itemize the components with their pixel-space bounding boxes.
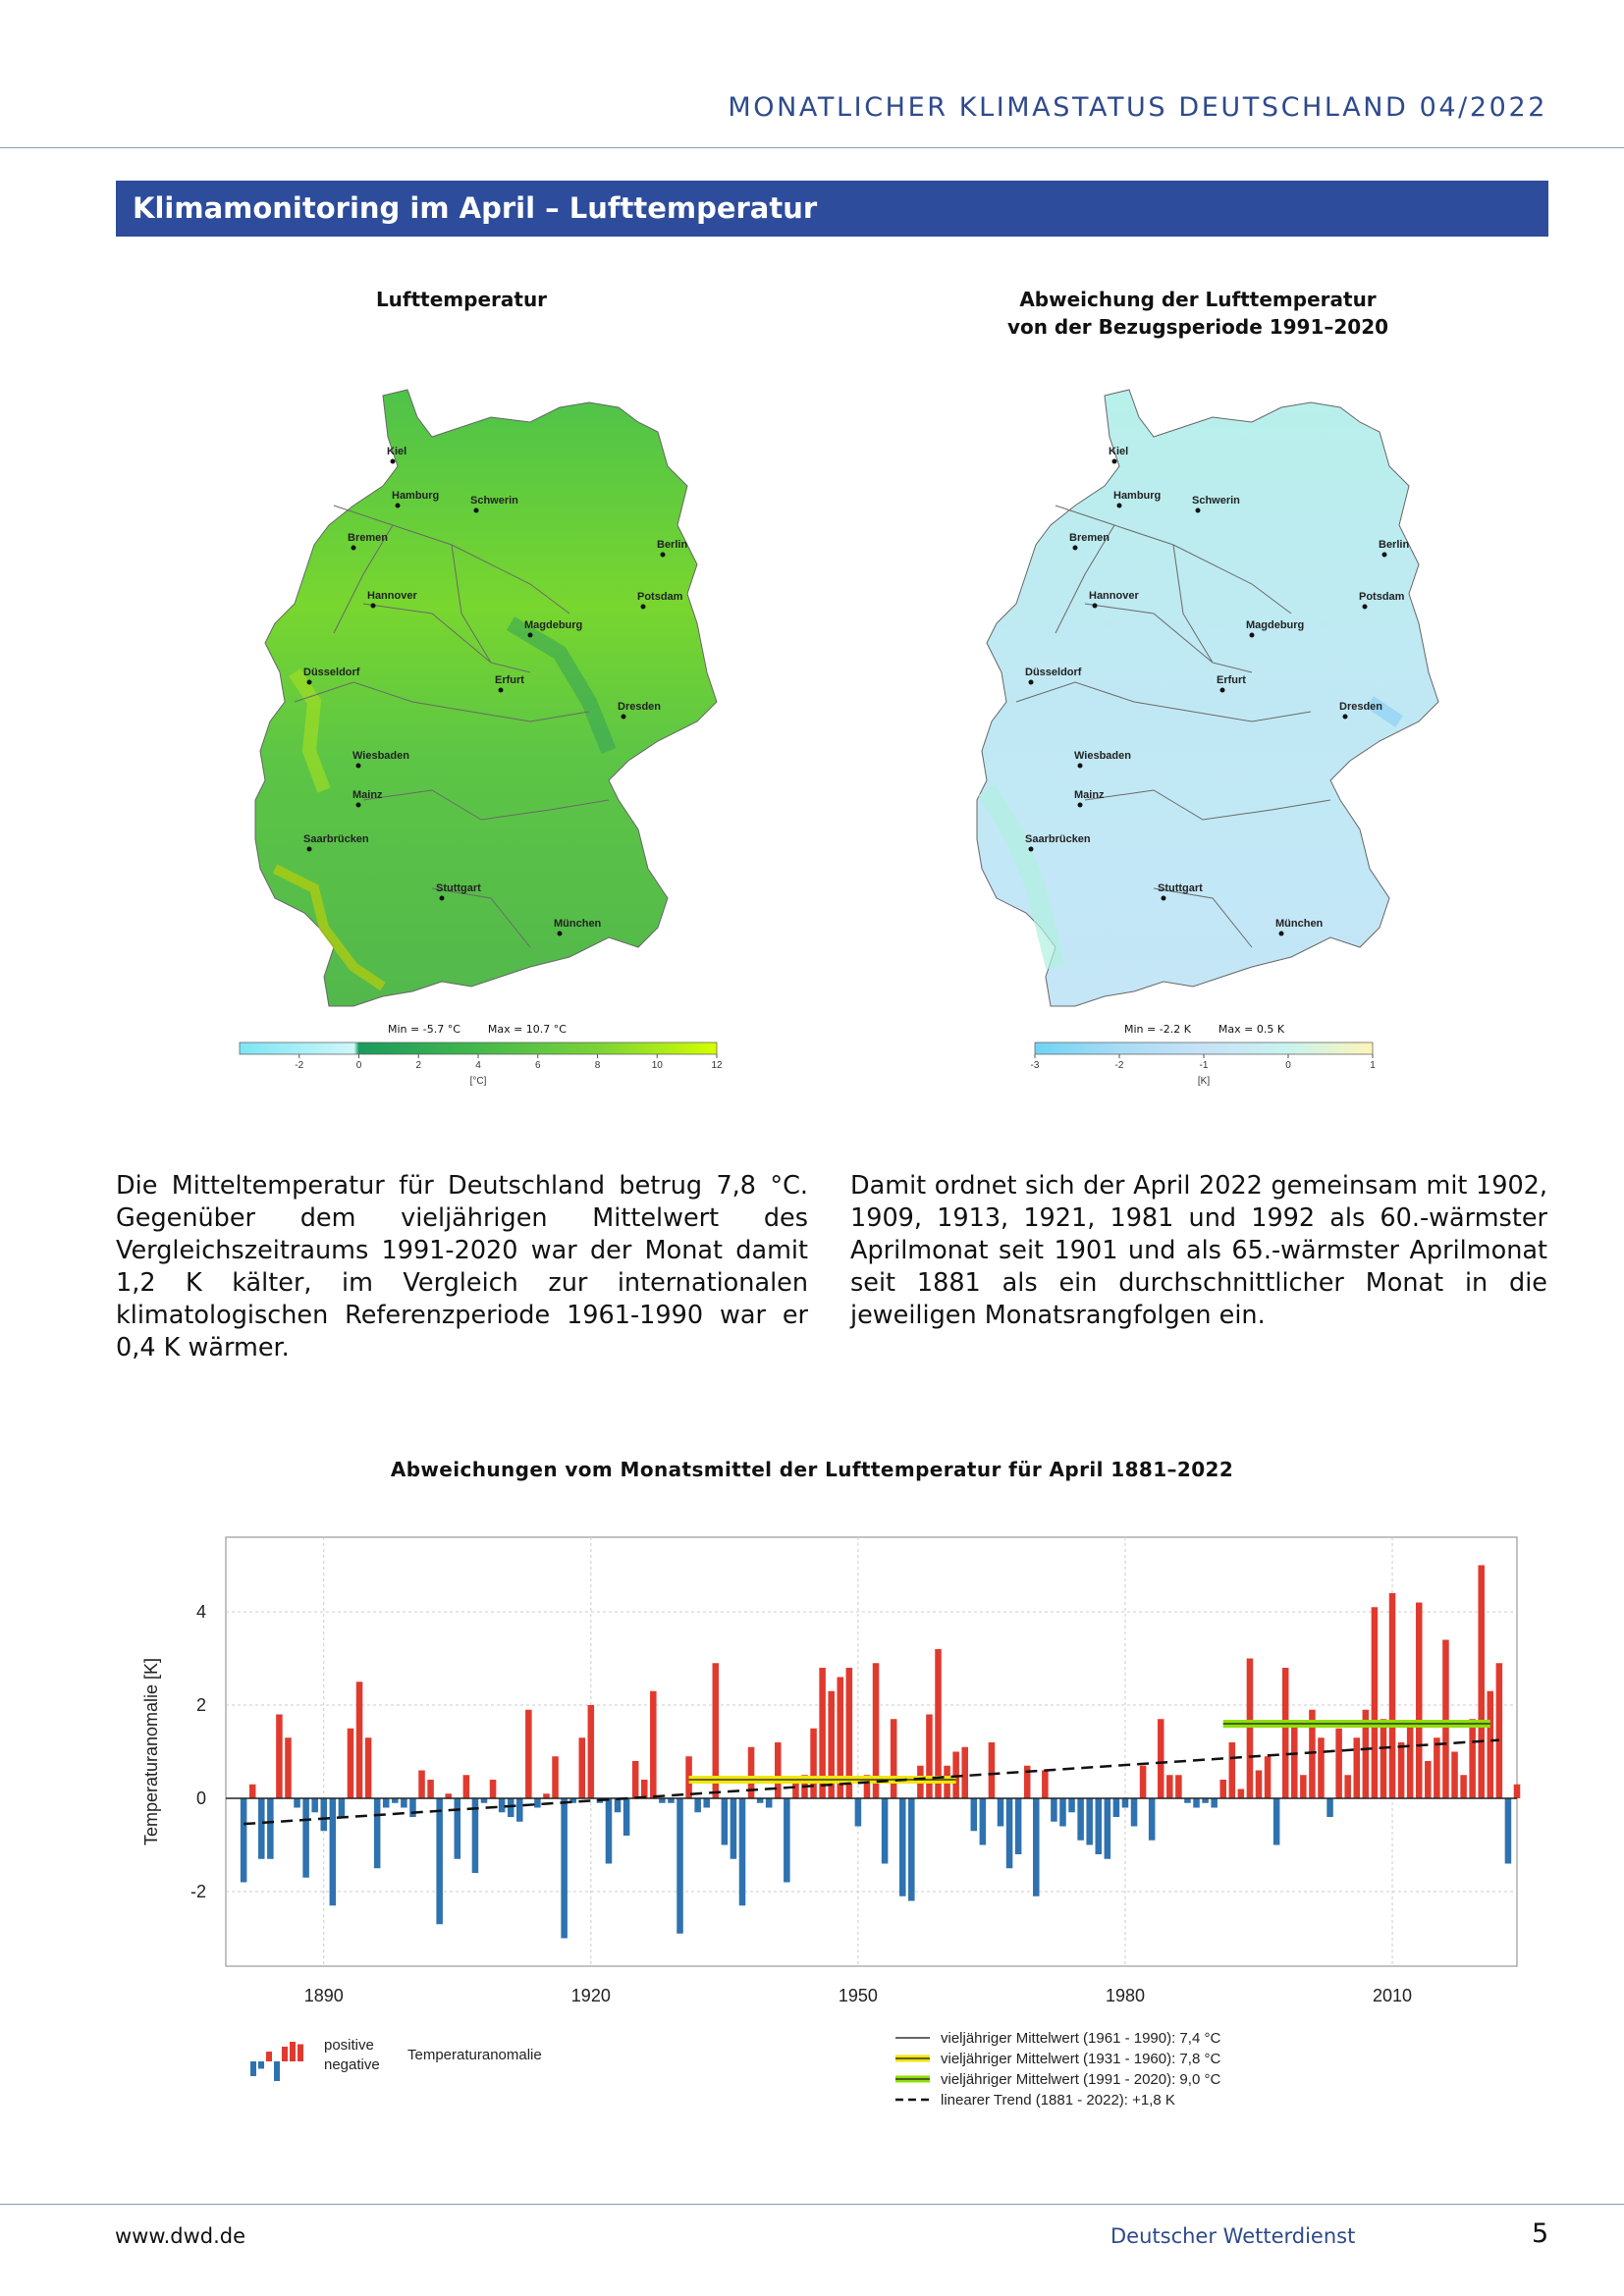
legend-line-label: vieljähriger Mittelwert (1991 - 2020): 9,0 °C	[941, 2071, 1221, 2088]
bar	[276, 1715, 283, 1799]
colorbar-tick-label: 1	[1370, 1060, 1376, 1071]
city-label: Saarbrücken	[1025, 833, 1091, 845]
bar	[1033, 1798, 1040, 1896]
bar	[632, 1761, 639, 1798]
x-tick-label: 1950	[838, 1986, 878, 2005]
bar	[320, 1798, 327, 1831]
bar	[1211, 1798, 1218, 1808]
bar	[855, 1798, 862, 1827]
legend-mini-bar	[274, 2061, 280, 2081]
bar	[339, 1798, 346, 1817]
bar	[980, 1798, 987, 1845]
map-right-colorbar	[1029, 1041, 1382, 1090]
city-label: München	[1275, 918, 1324, 930]
bar	[1219, 1780, 1226, 1798]
bar	[588, 1705, 595, 1798]
bar	[311, 1798, 318, 1812]
colorbar-tick-label: -2	[1114, 1060, 1124, 1071]
bar	[615, 1798, 622, 1812]
bar	[525, 1710, 532, 1798]
y-tick-label: 2	[195, 1695, 206, 1715]
bar	[606, 1798, 613, 1864]
header-divider	[0, 147, 1624, 148]
city-dot	[1250, 633, 1255, 638]
bar	[1131, 1798, 1138, 1827]
city-dot	[1029, 680, 1034, 685]
footer-url[interactable]: www.dwd.de	[115, 2224, 246, 2248]
bar	[899, 1798, 906, 1896]
bar	[1344, 1775, 1351, 1798]
bar	[490, 1780, 497, 1798]
anomaly-bar-chart	[0, 1512, 1624, 2140]
bar	[578, 1737, 585, 1798]
city-dot	[1196, 508, 1201, 513]
map-left-title: Lufttemperatur	[375, 288, 548, 311]
bar	[1291, 1724, 1298, 1798]
bar	[623, 1798, 630, 1836]
colorbar-tick-label: 0	[355, 1060, 362, 1071]
city-dot	[558, 932, 563, 936]
map-right-title-line1: Abweichung der Lufttemperatur	[1019, 288, 1377, 311]
legend-line-label: vieljähriger Mittelwert (1961 - 1990): 7,4 °C	[941, 2030, 1221, 2047]
bar	[383, 1798, 390, 1808]
city-label: Hamburg	[1113, 490, 1162, 502]
city-label: Berlin	[1379, 539, 1410, 551]
bar	[561, 1798, 568, 1939]
colorbar-tick-label: -1	[1199, 1060, 1209, 1071]
bar	[1015, 1798, 1022, 1854]
city-dot	[307, 847, 312, 852]
bar	[1353, 1737, 1360, 1798]
bar	[1389, 1593, 1396, 1798]
legend-mini-bar	[282, 2047, 288, 2061]
colorbar-tick-label: -3	[1030, 1060, 1040, 1071]
bar	[455, 1798, 461, 1859]
city-dot	[356, 764, 361, 769]
city-dot	[1279, 932, 1284, 936]
map-right-title	[893, 286, 1502, 341]
colorbar-tick-label: 2	[415, 1060, 422, 1071]
city-label: Hannover	[1089, 590, 1139, 602]
bar	[1193, 1798, 1200, 1808]
bar	[499, 1798, 506, 1812]
city-label: Dresden	[618, 701, 662, 713]
bar	[1068, 1798, 1075, 1812]
legend-mini-bar	[298, 2045, 303, 2062]
bar	[409, 1798, 416, 1817]
x-tick-label: 2010	[1373, 1986, 1413, 2005]
bar	[1335, 1729, 1342, 1798]
city-dot	[661, 553, 666, 558]
city-dot	[1117, 504, 1122, 508]
bar	[258, 1798, 265, 1859]
bar	[1265, 1756, 1272, 1798]
bar	[1247, 1659, 1254, 1799]
x-tick-label: 1980	[1105, 1986, 1145, 2005]
bar	[784, 1798, 790, 1883]
bar	[1416, 1603, 1423, 1799]
bar	[1140, 1766, 1147, 1798]
city-dot	[622, 715, 626, 720]
city-label: Stuttgart	[1158, 882, 1203, 894]
legend-line-label: linearer Trend (1881 - 2022): +1,8 K	[941, 2092, 1175, 2109]
x-tick-label: 1890	[303, 1986, 344, 2005]
city-label: Kiel	[387, 446, 407, 457]
temperature-map	[236, 378, 746, 1065]
bar	[641, 1780, 648, 1798]
footer-organization: Deutscher Wetterdienst	[1110, 2224, 1356, 2248]
city-label: Schwerin	[470, 495, 518, 507]
colorbar-tick-label: 6	[534, 1060, 541, 1071]
bar	[1051, 1798, 1057, 1822]
bar	[294, 1798, 300, 1808]
bar	[1149, 1798, 1156, 1841]
colorbar-unit: [K]	[1197, 1076, 1211, 1087]
bar	[1273, 1798, 1280, 1845]
bar	[427, 1780, 434, 1798]
bar	[1326, 1798, 1333, 1817]
city-label: Erfurt	[1217, 674, 1246, 686]
paragraph-right: Damit ordnet sich der April 2022 gemeinsam mit 1902, 1909, 1913, 1921, 1981 und 1992 als 60.-wärmster Aprilmonat seit 1901 und als 65.-wärmster Aprilmonat seit 1881 als ein durchschnittlicher Monat in die jeweiligen Monatsrangfolgen ein.	[850, 1171, 1547, 1330]
bar	[989, 1742, 996, 1798]
bar	[463, 1775, 470, 1798]
city-label: Potsdam	[1359, 591, 1405, 603]
bar	[1514, 1785, 1521, 1798]
bar	[961, 1747, 968, 1798]
bar	[1460, 1775, 1467, 1798]
city-dot	[396, 504, 401, 508]
bar	[552, 1756, 559, 1798]
bar	[882, 1798, 889, 1864]
city-dot	[1162, 896, 1166, 901]
bar	[1372, 1607, 1379, 1798]
legend-anomaly-label: Temperaturanomalie	[407, 2047, 542, 2063]
legend-mini-bar	[258, 2061, 264, 2069]
bar	[285, 1737, 292, 1798]
city-label: Wiesbaden	[1074, 750, 1131, 762]
bar	[249, 1785, 256, 1798]
bar	[775, 1742, 782, 1798]
city-label: Kiel	[1109, 446, 1129, 457]
city-label: München	[554, 918, 602, 930]
city-dot	[1093, 604, 1098, 609]
y-axis-label: Temperaturanomalie [K]	[141, 1657, 161, 1846]
city-dot	[391, 459, 396, 464]
legend-mini-bar	[250, 2061, 256, 2076]
bar	[418, 1771, 425, 1799]
bar	[1175, 1775, 1182, 1798]
bar	[694, 1798, 701, 1812]
city-dot	[1220, 688, 1225, 693]
bar	[1042, 1771, 1049, 1799]
city-dot	[641, 605, 646, 610]
bar	[1229, 1742, 1236, 1798]
bar	[1282, 1668, 1289, 1798]
bar	[1300, 1775, 1307, 1798]
header-title: MONATLICHER KLIMASTATUS DEUTSCHLAND 04/2022	[728, 92, 1547, 123]
map-right-minmax: Min = -2.2 K Max = 0.5 K	[1124, 1023, 1285, 1036]
bar	[650, 1691, 657, 1798]
bar	[1425, 1761, 1432, 1798]
bar	[1434, 1737, 1440, 1798]
bar	[908, 1798, 915, 1901]
legend-positive-label: positive	[324, 2037, 374, 2054]
bar	[1398, 1742, 1405, 1798]
bar	[508, 1798, 514, 1817]
bar	[241, 1798, 247, 1883]
temperature-anomaly-map	[957, 378, 1468, 1065]
colorbar-tick-label: 4	[475, 1060, 481, 1071]
city-dot	[307, 680, 312, 685]
colorbar-unit: [°C]	[469, 1076, 487, 1087]
legend-mini-bar	[290, 2042, 296, 2061]
bar	[330, 1798, 337, 1905]
bar	[516, 1798, 523, 1822]
colorbar-tick-label: 10	[651, 1060, 663, 1071]
y-tick-label: 4	[195, 1602, 206, 1622]
city-dot	[1112, 459, 1117, 464]
section-banner	[116, 181, 1548, 237]
city-dot	[1078, 803, 1083, 808]
city-dot	[1078, 764, 1083, 769]
city-label: Bremen	[348, 532, 388, 544]
legend-negative-label: negative	[324, 2056, 380, 2073]
bar	[1059, 1798, 1066, 1827]
bar	[348, 1729, 354, 1798]
bar	[1488, 1691, 1494, 1798]
city-dot	[440, 896, 445, 901]
bar	[1006, 1798, 1013, 1868]
legend-line-label: vieljähriger Mittelwert (1931 - 1960): 7,8 °C	[941, 2051, 1221, 2067]
bar	[739, 1798, 746, 1905]
city-dot	[528, 633, 533, 638]
bar	[1478, 1566, 1485, 1799]
bar	[1469, 1719, 1476, 1798]
bar	[356, 1682, 363, 1798]
bar	[1318, 1737, 1325, 1798]
bar	[436, 1798, 443, 1924]
colorbar-tick-label: 8	[594, 1060, 601, 1071]
city-label: Stuttgart	[436, 882, 481, 894]
city-dot	[1382, 553, 1387, 558]
bar	[1113, 1798, 1120, 1817]
city-dot	[1363, 605, 1368, 610]
bar	[766, 1798, 773, 1808]
bar	[731, 1798, 737, 1859]
bar	[810, 1729, 817, 1798]
city-label: Hannover	[367, 590, 417, 602]
city-label: Erfurt	[495, 674, 524, 686]
city-label: Mainz	[1074, 789, 1105, 801]
x-tick-label: 1920	[570, 1986, 611, 2005]
bar	[677, 1798, 683, 1934]
city-dot	[1029, 847, 1034, 852]
footer-divider	[0, 2204, 1624, 2205]
city-dot	[356, 803, 361, 808]
city-label: Potsdam	[637, 591, 683, 603]
page-number: 5	[1532, 2218, 1549, 2249]
city-label: Magdeburg	[1246, 619, 1305, 631]
city-label: Wiesbaden	[352, 750, 409, 762]
city-label: Düsseldorf	[1025, 667, 1082, 678]
bar	[401, 1798, 407, 1808]
bar	[1451, 1752, 1458, 1799]
bar	[1122, 1798, 1129, 1808]
city-label: Berlin	[657, 539, 688, 551]
bar	[998, 1798, 1004, 1827]
bar	[374, 1798, 381, 1868]
city-label: Bremen	[1069, 532, 1110, 544]
bar	[1380, 1719, 1387, 1798]
bar	[971, 1798, 978, 1831]
city-label: Hamburg	[392, 490, 440, 502]
city-label: Schwerin	[1192, 495, 1240, 507]
legend-lines	[895, 2030, 1220, 2109]
bar	[1505, 1798, 1512, 1864]
city-dot	[352, 546, 356, 551]
legend-mini-bar	[266, 2052, 272, 2061]
city-label: Mainz	[352, 789, 383, 801]
city-dot	[371, 604, 376, 609]
paragraph-left: Die Mitteltemperatur für Deutschland betrug 7,8 °C. Gegenüber dem vieljährigen Mittelwert des Vergleichszeitraums 1991-2020 war der Monat damit 1,2 K kälter, im Vergleich zur internationalen klimatologischen Referenzperiode 1961-1990 war er 0,4 K wärmer.	[116, 1171, 808, 1362]
bar	[1105, 1798, 1111, 1859]
city-dot	[1343, 715, 1348, 720]
section-title: Klimamonitoring im April – Lufttemperatur	[133, 191, 818, 225]
bar	[1086, 1798, 1093, 1845]
map-right-title-line2: von der Bezugsperiode 1991–2020	[1006, 315, 1389, 339]
colorbar-tick-label: 12	[711, 1060, 723, 1071]
map-left-minmax: Min = -5.7 °C Max = 10.7 °C	[388, 1023, 567, 1036]
bar	[534, 1798, 541, 1808]
bar	[703, 1798, 710, 1808]
bar	[1407, 1724, 1414, 1798]
city-dot	[499, 688, 504, 693]
bar	[926, 1715, 933, 1799]
bar	[1166, 1775, 1173, 1798]
colorbar-tick-label: 0	[1285, 1060, 1291, 1071]
bar	[1238, 1789, 1245, 1799]
bar	[1442, 1640, 1449, 1799]
bar	[1158, 1719, 1164, 1798]
bar	[1095, 1798, 1102, 1854]
y-tick-label: -2	[189, 1882, 206, 1901]
city-label: Düsseldorf	[303, 667, 360, 678]
city-dot	[474, 508, 479, 513]
city-label: Saarbrücken	[303, 833, 369, 845]
bar	[1496, 1663, 1503, 1798]
bar	[365, 1737, 372, 1798]
bar	[302, 1798, 309, 1878]
bar	[1077, 1798, 1084, 1841]
city-label: Dresden	[1339, 701, 1383, 713]
city-label: Magdeburg	[524, 619, 583, 631]
bar	[891, 1719, 897, 1798]
city-dot	[1073, 546, 1078, 551]
bar	[1256, 1771, 1263, 1799]
legend-anomaly	[250, 2037, 542, 2081]
y-tick-label: 0	[195, 1789, 206, 1808]
map-left-colorbar	[234, 1041, 734, 1090]
colorbar-tick-label: -2	[295, 1060, 304, 1071]
bar	[722, 1798, 729, 1845]
chart-title: Abweichungen vom Monatsmittel der Lufttemperatur für April 1881–2022	[390, 1458, 1234, 1481]
bar	[267, 1798, 274, 1859]
